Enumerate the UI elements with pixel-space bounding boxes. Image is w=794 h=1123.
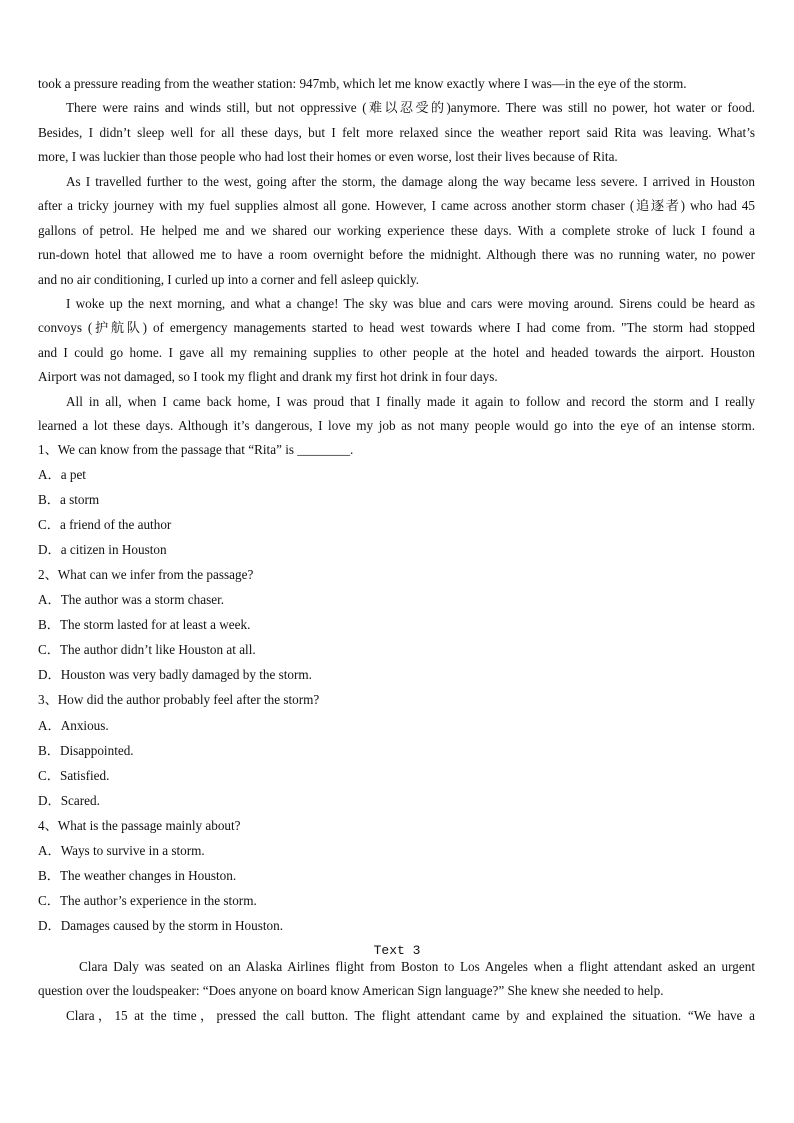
answer-option: B．The weather changes in Houston. (38, 868, 237, 883)
section-title: Text 3 (373, 943, 421, 958)
passage-line: more, I was luckier than those people who had lost their homes or even worse, lost their lives because of Rita. (38, 149, 618, 164)
passage-line: gallons of petrol. He helped me and we shared our working experience these days. With a complete stroke of luck I found a (38, 223, 755, 238)
answer-option: A．Anxious. (38, 718, 109, 733)
passage-line: Clara Daly was seated on an Alaska Airlines flight from Boston to Los Angeles when a flight attendant asked an urgent (79, 959, 755, 974)
passage-line: I woke up the next morning, and what a change! The sky was blue and cars were moving around. Sirens could be heard as (66, 296, 755, 311)
passage-line: after a tricky journey with my fuel supplies almost all gone. However, I came across another storm chaser (追逐者) who had 45 (38, 198, 755, 213)
passage-line: Clara，15 at the time，pressed the call button. The flight attendant came by and explained the situation. “We have a (66, 1008, 755, 1023)
passage-line: All in all, when I came back home, I was proud that I finally made it again to follow and record the storm and I really (66, 394, 755, 409)
question-stem: 1、We can know from the passage that “Rita” is ________. (38, 442, 354, 457)
passage-line: Airport was not damaged, so I took my flight and drank my first hot drink in four days. (38, 369, 498, 384)
answer-option: D．a citizen in Houston (38, 542, 167, 557)
answer-option: C．a friend of the author (38, 517, 172, 532)
answer-option: A．The author was a storm chaser. (38, 592, 225, 607)
answer-option: D．Damages caused by the storm in Houston. (38, 918, 284, 933)
answer-option: C．The author didn’t like Houston at all. (38, 642, 256, 657)
passage-line: run-down hotel that allowed me to have a room overnight before the midnight. Although there was no running water, no power (38, 247, 755, 262)
passage-line: and no air conditioning, I curled up into a corner and fell asleep quickly. (38, 272, 420, 287)
passage-line: Besides, I didn’t sleep well for all these days, but I felt more relaxed since the weather report said Rita was leaving. What’s (38, 125, 755, 140)
answer-option: D．Scared. (38, 793, 100, 808)
passage-line: learned a lot these days. Although it’s dangerous, I love my job as not many people would go into the eye of an intense storm. (38, 418, 755, 433)
passage-line: and I could go home. I gave all my remaining supplies to other people at the hotel and headed towards the airport. Houston (38, 345, 755, 360)
answer-option: D．Houston was very badly damaged by the storm. (38, 667, 312, 682)
answer-option: A．Ways to survive in a storm. (38, 843, 205, 858)
answer-option: A．a pet (38, 467, 86, 482)
passage-line: question over the loudspeaker: “Does anyone on board know American Sign language?” She knew she needed to help. (38, 983, 664, 998)
answer-option: B．Disappointed. (38, 743, 134, 758)
question-stem: 4、What is the passage mainly about? (38, 818, 241, 833)
question-stem: 2、What can we infer from the passage? (38, 567, 254, 582)
passage-line: There were rains and winds still, but not oppressive (难以忍受的)anymore. There was still no power, hot water or food. (66, 100, 755, 115)
answer-option: B．The storm lasted for at least a week. (38, 617, 251, 632)
passage-line: As I travelled further to the west, going after the storm, the damage along the way became less severe. I arrived in Houston (66, 174, 755, 189)
answer-option: C．Satisfied. (38, 768, 110, 783)
question-stem: 3、How did the author probably feel after the storm? (38, 692, 320, 707)
passage-line: took a pressure reading from the weather station: 947mb, which let me know exactly where I was—in the eye of the storm. (38, 76, 687, 91)
answer-option: C．The author’s experience in the storm. (38, 893, 257, 908)
passage-line: convoys (护航队) of emergency managements started to head west towards where I had come from. "The storm had stopped (38, 320, 755, 335)
answer-option: B．a storm (38, 492, 100, 507)
